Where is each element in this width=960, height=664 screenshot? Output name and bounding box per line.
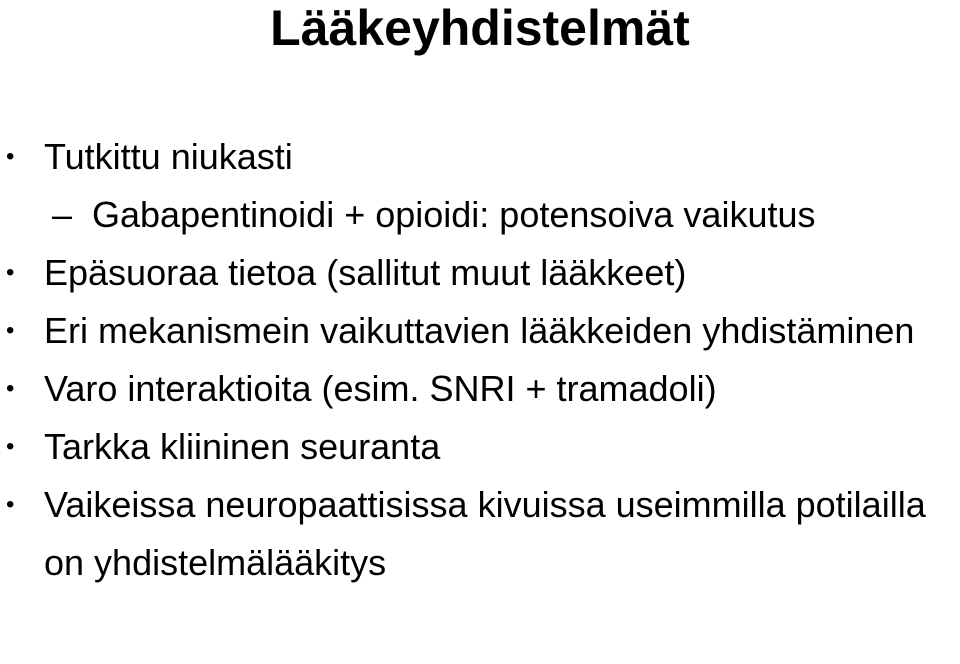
- bullet-text: Tutkittu niukasti: [44, 136, 293, 177]
- bullet-icon: •: [6, 259, 15, 286]
- bullet-list: [0, 128, 960, 592]
- bullet-icon: •: [6, 375, 15, 402]
- bullet-item: [0, 244, 960, 302]
- bullet-text: Varo interaktioita (esim. SNRI + tramadoli): [44, 368, 717, 409]
- sub-bullet-item: [0, 186, 960, 244]
- bullet-icon: •: [6, 433, 15, 460]
- bullet-icon: •: [6, 317, 15, 344]
- bullet-text: Eri mekanismein vaikuttavien lääkkeiden yhdistäminen: [44, 310, 915, 351]
- bullet-item: [0, 476, 960, 592]
- slide-title: Lääkeyhdistelmät: [270, 0, 690, 56]
- bullet-item: [0, 418, 960, 476]
- bullet-text: Epäsuoraa tietoa (sallitut muut lääkkeet): [44, 252, 687, 293]
- bullet-icon: •: [6, 143, 15, 170]
- bullet-item: [0, 360, 960, 418]
- bullet-text: Vaikeissa neuropaattisissa kivuissa useimmilla potilailla on yhdistelmälääkitys: [44, 484, 926, 583]
- sub-bullet-text: Gabapentinoidi + opioidi: potensoiva vaikutus: [92, 194, 816, 235]
- bullet-icon: •: [6, 491, 15, 518]
- dash-icon: –: [52, 194, 73, 235]
- bullet-text: Tarkka kliininen seuranta: [44, 426, 441, 467]
- bullet-item: [0, 128, 960, 186]
- bullet-item: [0, 302, 960, 360]
